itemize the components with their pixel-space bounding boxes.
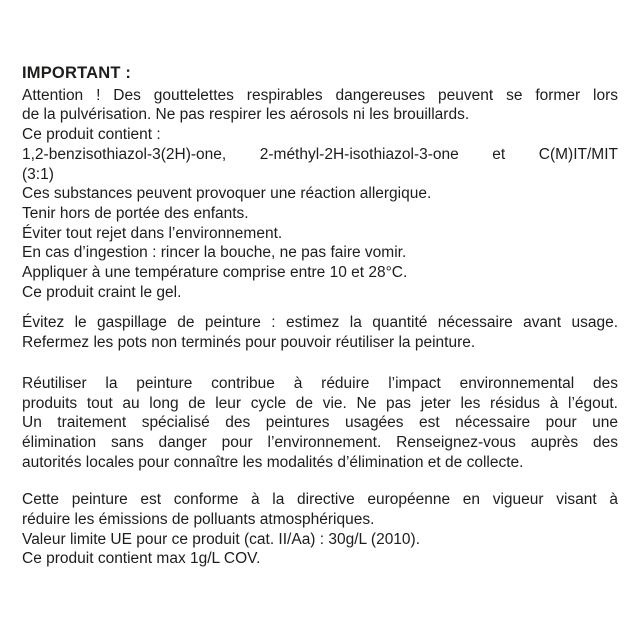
text-line: autorités locales pour connaître les modalités d’élimination et de collecte. [22, 453, 524, 471]
text-line: Refermez les pots non terminés pour pouvoir réutiliser la peinture. [22, 334, 476, 352]
text-line: Valeur limite UE pour ce produit (cat. II/Aa) : 30g/L (2010). [22, 530, 421, 548]
text-line: produits tout au long de leur cycle de vie. Ne pas jeter les résidus à l’égout. [22, 394, 618, 412]
text-line: Ce produit contient max 1g/L COV. [22, 550, 261, 568]
text-line: réduire les émissions de polluants atmosphériques. [22, 511, 375, 529]
text-line: Ce produit craint le gel. [22, 283, 182, 301]
text-line: Attention ! Des gouttelettes respirables dangereuses peuvent se former lors [22, 86, 618, 104]
text-line: Réutiliser la peinture contribue à réduire l’impact environnemental des [22, 374, 618, 392]
safety-information-text [22, 64, 618, 569]
text-line: Ces substances peuvent provoquer une réaction allergique. [22, 185, 432, 203]
text-line: Appliquer à une température comprise entre 10 et 28°C. [22, 264, 408, 282]
text-line: 1,2-benzisothiazol-3(2H)-one, 2-méthyl-2H-isothiazol-3-one et C(M)IT/MIT [22, 145, 618, 163]
text-line: Tenir hors de portée des enfants. [22, 204, 249, 222]
text-line: Éviter tout rejet dans l’environnement. [22, 224, 283, 242]
text-line: Un traitement spécialisé des peintures usagées est nécessaire pour une [22, 414, 618, 432]
text-line: Évitez le gaspillage de peinture : estimez la quantité nécessaire avant usage. [22, 314, 618, 332]
text-line: de la pulvérisation. Ne pas respirer les aérosols ni les brouillards. [22, 106, 470, 124]
text-line: Ce produit contient : [22, 126, 161, 144]
text-line: (3:1) [22, 165, 54, 183]
text-line: élimination sans danger pour l’environnement. Renseignez-vous auprès des [22, 433, 618, 451]
important-heading: IMPORTANT : [22, 64, 132, 82]
text-line: En cas d’ingestion : rincer la bouche, ne pas faire vomir. [22, 244, 407, 262]
text-line: Cette peinture est conforme à la directive européenne en vigueur visant à [22, 491, 618, 509]
